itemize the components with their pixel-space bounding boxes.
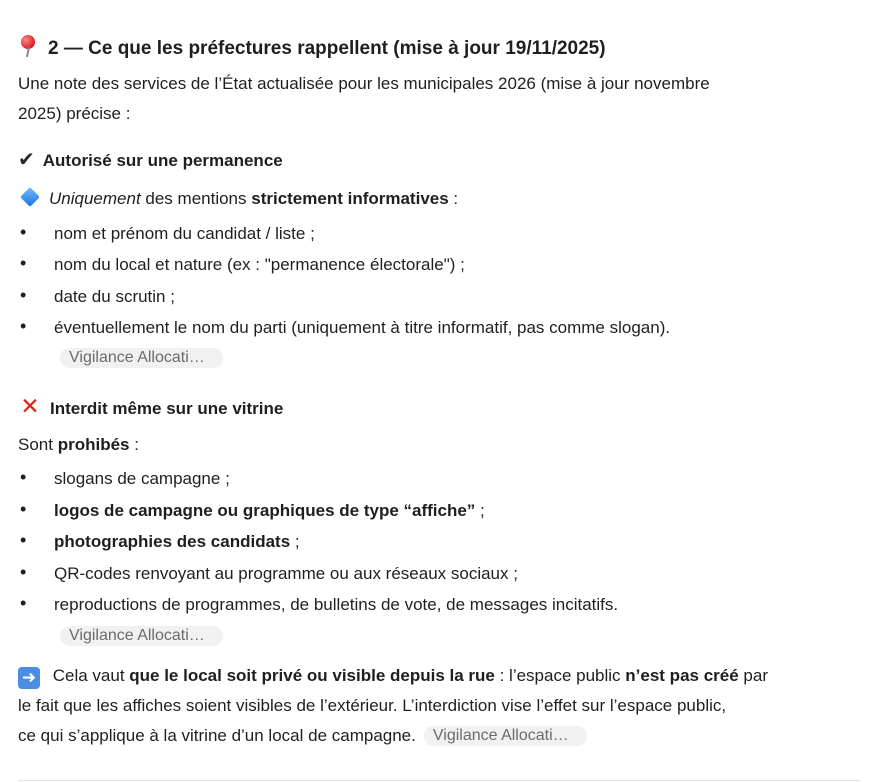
conclusion-text: Cela vaut: [48, 666, 130, 685]
cross-icon: ✕: [20, 393, 40, 419]
allowed-lead-italic: Uniquement: [49, 189, 141, 208]
allowed-lead: [18, 187, 458, 211]
allowed-heading-text: Autorisé sur une permanence: [42, 151, 283, 170]
intro-line-2: 2025) précise :: [18, 104, 131, 123]
conclusion-line-3: [18, 724, 587, 748]
pin-icon: [18, 34, 38, 58]
list-item-text: ;: [290, 532, 300, 551]
forbidden-lead-pre: Sont: [18, 435, 58, 454]
bullet-icon: •: [20, 316, 27, 336]
forbidden-lead-bold: prohibés: [57, 435, 130, 454]
forbidden-lead: [18, 433, 139, 457]
list-item: [54, 499, 485, 523]
source-chip[interactable]: Vigilance Allocati…: [60, 626, 223, 646]
list-item: nom du local et nature (ex : "permanence électorale") ;: [54, 255, 465, 274]
conclusion-line-2: le fait que les affiches soient visibles de l’extérieur. L’interdiction vise l’effet sur l’espace public,: [18, 696, 727, 715]
bullet-icon: •: [20, 285, 27, 305]
list-item: date du scrutin ;: [54, 287, 175, 306]
check-icon: ✔: [18, 149, 35, 171]
arrow-right-icon: ➜: [18, 667, 40, 689]
conclusion-line-1: [18, 664, 768, 689]
list-item-text: QR-codes renvoyant au programme ou aux réseaux sociaux ;: [54, 564, 518, 583]
list-item: éventuellement le nom du parti (uniquement à titre informatif, pas comme slogan).: [54, 318, 671, 337]
bullet-icon: •: [20, 530, 27, 550]
allowed-lead-mid: des mentions: [140, 189, 252, 208]
list-item-bold: photographies des candidats: [54, 532, 291, 551]
conclusion-bold: que le local soit privé ou visible depuis la rue: [129, 666, 495, 685]
forbidden-heading-text: Interdit même sur une vitrine: [50, 399, 284, 418]
section-heading-text: 2 — Ce que les préfectures rappellent (mise à jour 19/11/2025): [48, 38, 606, 59]
list-item-text: slogans de campagne ;: [54, 469, 230, 488]
forbidden-lead-end: :: [129, 435, 139, 454]
list-item-bold: logos de campagne ou graphiques de type “affiche”: [54, 501, 476, 520]
conclusion-text: : l’espace public: [494, 666, 626, 685]
bullet-icon: •: [20, 593, 27, 613]
blue-diamond-icon: [20, 187, 40, 207]
allowed-heading: [18, 148, 283, 173]
list-item-text: reproductions de programmes, de bulletins de vote, de messages incitatifs.: [54, 595, 619, 614]
list-item: [54, 562, 518, 586]
allowed-lead-bold: strictement informatives: [251, 189, 449, 208]
forbidden-heading: [18, 394, 283, 421]
bullet-icon: •: [20, 467, 27, 487]
section-heading: [18, 34, 606, 61]
bullet-icon: •: [20, 253, 27, 273]
conclusion-text: par: [738, 666, 768, 685]
allowed-lead-end: :: [448, 189, 459, 208]
list-item: [54, 530, 300, 554]
bullet-icon: •: [20, 499, 27, 519]
list-item-text: ;: [475, 501, 485, 520]
bullet-icon: •: [20, 222, 27, 242]
divider: [18, 780, 860, 781]
list-item: [54, 593, 618, 617]
list-item: nom et prénom du candidat / liste ;: [54, 224, 315, 243]
bullet-icon: •: [20, 562, 27, 582]
conclusion-text: ce qui s’applique à la vitrine d’un local de campagne.: [18, 726, 416, 745]
intro-line-1: Une note des services de l’État actualisée pour les municipales 2026 (mise à jour novembre: [18, 74, 710, 93]
list-item: [54, 467, 230, 491]
source-chip[interactable]: Vigilance Allocati…: [424, 726, 587, 746]
source-chip[interactable]: Vigilance Allocati…: [60, 348, 223, 368]
conclusion-bold: n’est pas créé: [625, 666, 739, 685]
